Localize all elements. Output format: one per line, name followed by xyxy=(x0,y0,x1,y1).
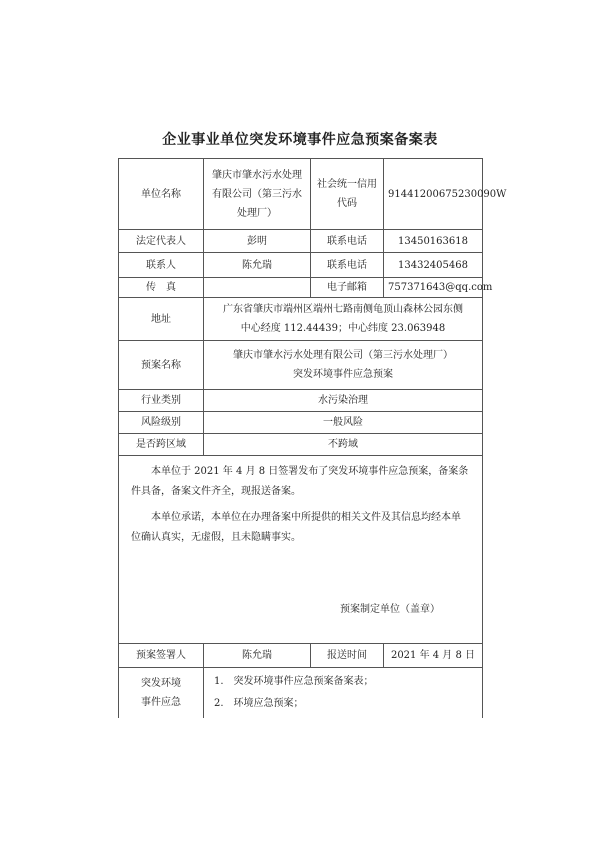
label-cross-region: 是否跨区域 xyxy=(119,434,204,456)
label-legal-rep: 法定代表人 xyxy=(119,230,204,253)
label-contact-phone: 联系电话 xyxy=(311,253,384,278)
row-legal-rep xyxy=(119,230,483,253)
page-title: 企业事业单位突发环境事件应急预案备案表 xyxy=(162,132,438,148)
incident-label-line-2: 事件应急 xyxy=(141,696,181,708)
value-submit-time: 2021 年 4 月 8 日 xyxy=(384,644,483,668)
value-contact: 陈允瑞 xyxy=(204,253,311,278)
statement-paragraph-2: 本单位承诺，本单位在办理备案中所提供的相关文件及其信息均经本单位确认真实，无虚假，且未隐瞒事实。 xyxy=(131,512,461,543)
row-industry xyxy=(119,390,483,412)
row-attachments xyxy=(119,668,483,718)
plan-name-line-2: 突发环境事件应急预案 xyxy=(293,369,393,380)
value-plan-name xyxy=(204,341,483,390)
value-legal-rep: 彭明 xyxy=(204,230,311,253)
attachments-list xyxy=(204,668,483,718)
statement-block xyxy=(119,456,483,644)
label-submit-time: 报送时间 xyxy=(311,644,384,668)
row-address xyxy=(119,298,483,341)
label-risk-level: 风险级别 xyxy=(119,412,204,434)
value-industry: 水污染治理 xyxy=(204,390,483,412)
attachment-item: 1. 突发环境事件应急预案备案表； xyxy=(214,675,374,687)
row-signer xyxy=(119,644,483,668)
label-incident-attachments xyxy=(119,668,204,718)
value-fax xyxy=(204,278,311,298)
signature-line: 预案制定单位（盖章） xyxy=(340,604,440,615)
label-fax: 传 真 xyxy=(119,278,204,298)
value-unit-name: 肇庆市肇水污水处理有限公司（第三污水处理厂） xyxy=(204,159,311,230)
value-risk-level: 一般风险 xyxy=(204,412,483,434)
value-legal-rep-phone: 13450163618 xyxy=(384,230,483,253)
value-contact-phone: 13432405468 xyxy=(384,253,483,278)
label-unit-name: 单位名称 xyxy=(119,159,204,230)
row-statement xyxy=(119,456,483,644)
value-signer: 陈允瑞 xyxy=(204,644,311,668)
value-credit-code: 91441200675230090W xyxy=(384,159,483,230)
value-address xyxy=(204,298,483,341)
value-cross-region: 不跨域 xyxy=(204,434,483,456)
row-fax-email xyxy=(119,278,483,298)
address-line-1: 广东省肇庆市端州区端州七路南侧龟顶山森林公园东侧 xyxy=(223,304,463,315)
incident-label-line-1: 突发环境 xyxy=(141,677,181,689)
address-line-2: 中心经度 112.44439；中心纬度 23.063948 xyxy=(240,323,446,334)
label-credit-code: 社会统一信用代码 xyxy=(311,159,384,230)
filing-form-table xyxy=(118,158,507,718)
row-plan-name xyxy=(119,341,483,390)
label-email: 电子邮箱 xyxy=(311,278,384,298)
label-legal-rep-phone: 联系电话 xyxy=(311,230,384,253)
label-plan-name: 预案名称 xyxy=(119,341,204,390)
label-address: 地址 xyxy=(119,298,204,341)
row-unit-name xyxy=(119,159,483,230)
label-signer: 预案签署人 xyxy=(119,644,204,668)
value-email: 757371643@qq.com xyxy=(384,278,483,298)
statement-paragraph-1: 本单位于 2021 年 4 月 8 日签署发布了突发环境事件应急预案，备案条件具备，备案文件齐全，现报送备案。 xyxy=(131,466,469,497)
plan-name-line-1: 肇庆市肇水污水处理有限公司（第三污水处理厂） xyxy=(233,350,453,361)
label-industry: 行业类别 xyxy=(119,390,204,412)
attachment-item: 2. 环境应急预案； xyxy=(214,697,304,709)
row-cross-region xyxy=(119,434,483,456)
row-risk-level xyxy=(119,412,483,434)
row-contact xyxy=(119,253,483,278)
label-contact: 联系人 xyxy=(119,253,204,278)
